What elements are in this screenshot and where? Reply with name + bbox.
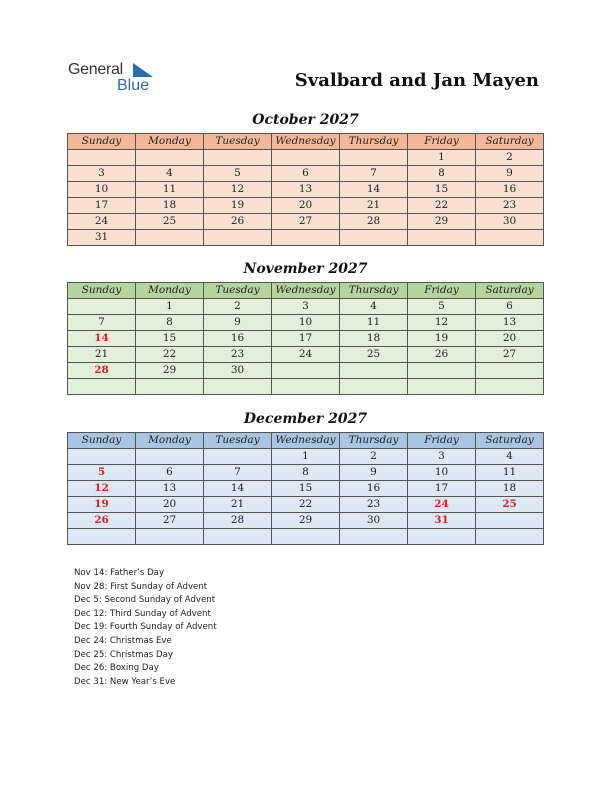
day-cell: 21 [340, 198, 408, 214]
empty-day-cell [340, 150, 408, 166]
weekday-tuesday: Tuesday [204, 283, 272, 299]
empty-day-cell [272, 363, 340, 379]
empty-day-cell [340, 379, 408, 395]
day-cell: 8 [136, 315, 204, 331]
day-cell: 1 [272, 449, 340, 465]
day-cell: 12 [408, 315, 476, 331]
weekday-tuesday: Tuesday [204, 134, 272, 150]
day-cell: 7 [68, 315, 136, 331]
weekday-header-row [68, 283, 544, 299]
brand-logo [68, 61, 178, 97]
day-cell: 5 [68, 465, 136, 481]
day-cell: 7 [340, 166, 408, 182]
holiday-note: Dec 31: New Year’s Eve [74, 676, 176, 687]
day-cell: 2 [204, 299, 272, 315]
empty-day-cell [68, 449, 136, 465]
empty-day-cell [204, 230, 272, 246]
day-cell: 26 [408, 347, 476, 363]
day-cell: 14 [204, 481, 272, 497]
country-title: Svalbard and Jan Mayen [294, 70, 539, 91]
weekday-monday: Monday [136, 283, 204, 299]
empty-day-cell [136, 150, 204, 166]
empty-day-cell [204, 379, 272, 395]
weekday-tuesday: Tuesday [204, 433, 272, 449]
holiday-note: Dec 26: Boxing Day [74, 663, 159, 674]
empty-day-cell [272, 379, 340, 395]
week-row [68, 379, 544, 395]
day-cell: 17 [68, 198, 136, 214]
day-cell: 6 [272, 166, 340, 182]
logo-text-blue: Blue [117, 77, 150, 94]
month-title-december: December 2027 [243, 411, 368, 427]
empty-day-cell [68, 299, 136, 315]
day-cell: 29 [136, 363, 204, 379]
empty-day-cell [136, 529, 204, 545]
empty-day-cell [476, 230, 544, 246]
day-cell: 9 [476, 166, 544, 182]
day-cell: 9 [340, 465, 408, 481]
day-cell: 8 [272, 465, 340, 481]
day-cell: 18 [340, 331, 408, 347]
weekday-wednesday: Wednesday [272, 283, 340, 299]
empty-day-cell [340, 230, 408, 246]
week-row [68, 299, 544, 315]
day-cell: 26 [68, 513, 136, 529]
week-row [68, 331, 544, 347]
empty-day-cell [340, 529, 408, 545]
day-cell: 22 [272, 497, 340, 513]
weekday-header-row [68, 433, 544, 449]
day-cell: 14 [68, 331, 136, 347]
day-cell: 15 [272, 481, 340, 497]
day-cell: 16 [204, 331, 272, 347]
weekday-thursday: Thursday [340, 433, 408, 449]
day-cell: 20 [136, 497, 204, 513]
empty-day-cell [136, 230, 204, 246]
weekday-wednesday: Wednesday [272, 134, 340, 150]
week-row [68, 513, 544, 529]
calendar-december [67, 432, 544, 545]
weekday-thursday: Thursday [340, 134, 408, 150]
day-cell: 28 [204, 513, 272, 529]
holiday-note: Dec 19: Fourth Sunday of Advent [74, 622, 217, 633]
empty-day-cell [204, 150, 272, 166]
day-cell: 30 [340, 513, 408, 529]
day-cell: 27 [136, 513, 204, 529]
day-cell: 23 [204, 347, 272, 363]
day-cell: 1 [136, 299, 204, 315]
day-cell: 24 [68, 214, 136, 230]
day-cell: 28 [340, 214, 408, 230]
holiday-note: Dec 5: Second Sunday of Advent [74, 595, 216, 606]
day-cell: 27 [272, 214, 340, 230]
week-row [68, 529, 544, 545]
day-cell: 16 [476, 182, 544, 198]
day-cell: 21 [204, 497, 272, 513]
day-cell: 28 [68, 363, 136, 379]
week-row [68, 449, 544, 465]
day-cell: 1 [408, 150, 476, 166]
day-cell: 29 [408, 214, 476, 230]
day-cell: 5 [204, 166, 272, 182]
calendar-october [67, 133, 544, 246]
day-cell: 10 [272, 315, 340, 331]
weekday-saturday: Saturday [476, 433, 544, 449]
empty-day-cell [340, 363, 408, 379]
empty-day-cell [476, 529, 544, 545]
day-cell: 11 [476, 465, 544, 481]
week-row [68, 150, 544, 166]
logo-triangle-icon [133, 63, 153, 77]
day-cell: 4 [340, 299, 408, 315]
day-cell: 17 [272, 331, 340, 347]
empty-day-cell [136, 379, 204, 395]
day-cell: 29 [272, 513, 340, 529]
day-cell: 8 [408, 166, 476, 182]
week-row [68, 363, 544, 379]
day-cell: 18 [136, 198, 204, 214]
weekday-sunday: Sunday [68, 134, 136, 150]
day-cell: 31 [68, 230, 136, 246]
empty-day-cell [408, 363, 476, 379]
week-row [68, 166, 544, 182]
day-cell: 19 [408, 331, 476, 347]
empty-day-cell [68, 150, 136, 166]
weekday-friday: Friday [408, 283, 476, 299]
day-cell: 26 [204, 214, 272, 230]
holiday-note: Nov 28: First Sunday of Advent [74, 581, 208, 592]
day-cell: 31 [408, 513, 476, 529]
day-cell: 3 [408, 449, 476, 465]
holiday-notes [74, 567, 217, 689]
week-row [68, 214, 544, 230]
day-cell: 25 [476, 497, 544, 513]
day-cell: 3 [272, 299, 340, 315]
day-cell: 18 [476, 481, 544, 497]
week-row [68, 347, 544, 363]
day-cell: 24 [408, 497, 476, 513]
day-cell: 21 [68, 347, 136, 363]
month-title-october: October 2027 [252, 112, 359, 128]
day-cell: 2 [340, 449, 408, 465]
day-cell: 10 [408, 465, 476, 481]
empty-day-cell [408, 379, 476, 395]
week-row [68, 182, 544, 198]
day-cell: 6 [136, 465, 204, 481]
weekday-saturday: Saturday [476, 283, 544, 299]
empty-day-cell [272, 230, 340, 246]
day-cell: 23 [476, 198, 544, 214]
weekday-friday: Friday [408, 433, 476, 449]
day-cell: 30 [476, 214, 544, 230]
day-cell: 11 [340, 315, 408, 331]
day-cell: 14 [340, 182, 408, 198]
empty-day-cell [476, 513, 544, 529]
empty-day-cell [272, 150, 340, 166]
weekday-monday: Monday [136, 433, 204, 449]
day-cell: 27 [476, 347, 544, 363]
week-row [68, 198, 544, 214]
day-cell: 11 [136, 182, 204, 198]
day-cell: 16 [340, 481, 408, 497]
day-cell: 19 [204, 198, 272, 214]
weekday-sunday: Sunday [68, 283, 136, 299]
empty-day-cell [68, 379, 136, 395]
day-cell: 15 [136, 331, 204, 347]
holiday-note: Dec 24: Christmas Eve [74, 635, 172, 646]
day-cell: 20 [272, 198, 340, 214]
month-title-november: November 2027 [243, 261, 368, 277]
day-cell: 5 [408, 299, 476, 315]
day-cell: 10 [68, 182, 136, 198]
empty-day-cell [68, 529, 136, 545]
empty-day-cell [204, 449, 272, 465]
holiday-note: Dec 25: Christmas Day [74, 649, 173, 660]
day-cell: 15 [408, 182, 476, 198]
empty-day-cell [476, 379, 544, 395]
week-row [68, 465, 544, 481]
day-cell: 13 [272, 182, 340, 198]
day-cell: 12 [68, 481, 136, 497]
week-row [68, 315, 544, 331]
empty-day-cell [204, 529, 272, 545]
weekday-wednesday: Wednesday [272, 433, 340, 449]
day-cell: 20 [476, 331, 544, 347]
day-cell: 13 [476, 315, 544, 331]
day-cell: 30 [204, 363, 272, 379]
empty-day-cell [136, 449, 204, 465]
day-cell: 17 [408, 481, 476, 497]
weekday-monday: Monday [136, 134, 204, 150]
day-cell: 2 [476, 150, 544, 166]
day-cell: 4 [136, 166, 204, 182]
day-cell: 9 [204, 315, 272, 331]
day-cell: 6 [476, 299, 544, 315]
weekday-header-row [68, 134, 544, 150]
week-row [68, 481, 544, 497]
day-cell: 19 [68, 497, 136, 513]
weekday-saturday: Saturday [476, 134, 544, 150]
empty-day-cell [476, 363, 544, 379]
empty-day-cell [272, 529, 340, 545]
calendar-november [67, 282, 544, 395]
day-cell: 24 [272, 347, 340, 363]
week-row [68, 497, 544, 513]
empty-day-cell [408, 230, 476, 246]
weekday-thursday: Thursday [340, 283, 408, 299]
day-cell: 13 [136, 481, 204, 497]
day-cell: 22 [408, 198, 476, 214]
day-cell: 4 [476, 449, 544, 465]
day-cell: 22 [136, 347, 204, 363]
weekday-friday: Friday [408, 134, 476, 150]
empty-day-cell [408, 529, 476, 545]
day-cell: 25 [340, 347, 408, 363]
holiday-note: Nov 14: Father’s Day [74, 568, 165, 578]
holiday-note: Dec 12: Third Sunday of Advent [74, 608, 211, 619]
day-cell: 3 [68, 166, 136, 182]
day-cell: 7 [204, 465, 272, 481]
weekday-sunday: Sunday [68, 433, 136, 449]
day-cell: 25 [136, 214, 204, 230]
day-cell: 23 [340, 497, 408, 513]
logo-text-general: General [68, 61, 123, 78]
week-row [68, 230, 544, 246]
day-cell: 12 [204, 182, 272, 198]
